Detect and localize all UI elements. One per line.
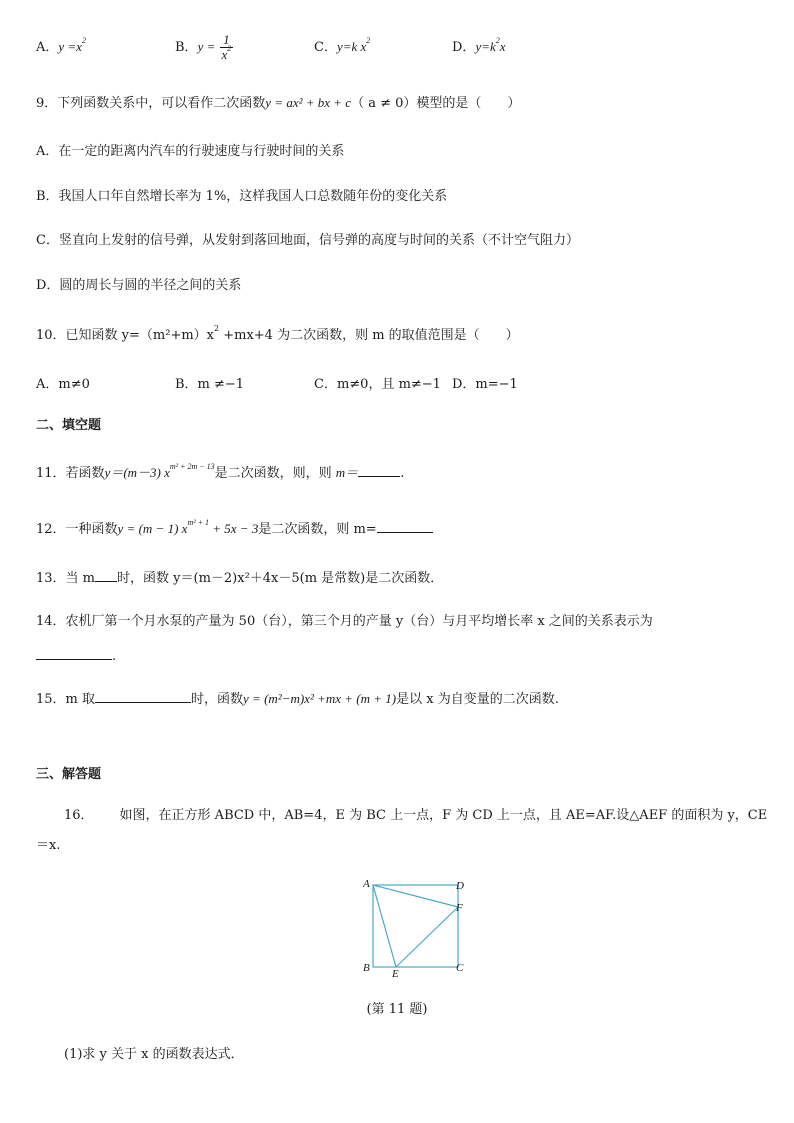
q16-number: 16． (64, 808, 94, 823)
q8-option-d-prefix: D． (452, 40, 476, 55)
q9-formula: y = ax² + bx + c (265, 95, 352, 110)
q10-option-c: C．m≠0，且 m≠−1 (314, 377, 441, 392)
q8-option-a-prefix: A． (36, 40, 59, 55)
q15 (36, 688, 559, 710)
q9-stem-text: 9．下列函数关系中，可以看作二次函数 (36, 96, 266, 111)
label-d: D (456, 880, 464, 892)
q12 (36, 518, 433, 540)
q12-exp: m² + 1 (187, 518, 210, 527)
fraction-denominator: x (221, 47, 228, 62)
q8-option-c (314, 37, 370, 58)
q9-option-c: C．竖直向上发射的信号弹，从发射到落回地面，信号弹的高度与时间的关系（不计空气阻力） (36, 233, 579, 248)
q10-option-b: B．m ≠−1 (175, 377, 245, 392)
segment-ae (373, 885, 396, 967)
q8-option-b-prefix: B． (175, 40, 198, 55)
q11-suffix: 是二次函数，则 (214, 466, 306, 481)
q8-option-a-math: y =x (58, 39, 82, 54)
section-2-title: 二、填空题 (36, 418, 102, 433)
q10-stem-exp: 2 (214, 324, 220, 333)
q9-option-d: D．圆的周长与圆的半径之间的关系 (36, 278, 242, 293)
square-abcd (373, 885, 458, 967)
q13-answer-blank[interactable] (95, 567, 117, 582)
label-b: B (363, 962, 370, 974)
q16-line2: ＝x. (36, 838, 61, 853)
q16-part1: (1)求 y 关于 x 的函数表达式． (64, 1047, 244, 1062)
q16-text: 如图，在正方形 ABCD 中，AB=4，E 为 BC 上一点，F 为 CD 上一点，且 AE=AF.设△AEF 的面积为 y，CE (119, 808, 768, 823)
label-e: E (392, 968, 399, 980)
q8-option-c-exp: 2 (366, 36, 371, 45)
q9-condition: （ a ≠ 0）模型的是（ ） (351, 96, 521, 111)
fraction-numerator: 1 (220, 33, 234, 48)
q12-prefix: 12．一种函数 (36, 522, 118, 537)
q14-answer-blank[interactable] (36, 645, 112, 660)
q12-math-tail: + 5x − 3 (209, 521, 259, 536)
q8-option-b (175, 33, 233, 62)
q10-stem-a: 10．已知函数 y=（m²+m）x (36, 328, 215, 343)
q11-answer-blank[interactable] (358, 462, 400, 477)
q8-option-b-lhs: y = (197, 39, 216, 54)
q11-m-eq: m＝ (335, 465, 359, 480)
q8-option-d-exp: 2 (495, 36, 500, 45)
q8-option-a-exp: 2 (81, 36, 86, 45)
fraction-denominator-exp: 2 (227, 44, 232, 53)
label-c: C (456, 962, 464, 974)
label-a: A (363, 878, 370, 890)
q11-end: . (400, 466, 405, 481)
q12-suffix: 是二次函数，则 m= (258, 522, 377, 537)
segment-af (373, 885, 458, 907)
q13 (36, 567, 443, 589)
q9-option-a: A．在一定的距离内汽车的行驶速度与行驶时间的关系 (36, 144, 345, 159)
q16-line1 (64, 806, 767, 826)
q12-answer-blank[interactable] (377, 518, 433, 533)
q8-option-d-tail: x (499, 39, 506, 54)
section-3-title: 三、解答题 (36, 767, 102, 782)
q11-prefix: 11．若函数 (36, 466, 105, 481)
segment-ef (396, 907, 458, 967)
q8-option-c-prefix: C． (314, 40, 337, 55)
q8-option-b-fraction (220, 33, 234, 62)
q10-option-a: A．m≠0 (36, 377, 90, 392)
q15-math: y = (m²−m)x² +mx + (m + 1) (243, 691, 397, 706)
q12-math: y = (m − 1) x (117, 521, 188, 536)
q11-exp: m² + 2m − 13 (169, 462, 215, 471)
q11-math: y＝(m－3) x (104, 465, 170, 480)
q15-prefix: 15．m 取 (36, 692, 96, 707)
q11: 11．若函数y＝(m－3) $x^{m^2 + 2m - 13}$是二次函数，则，则 m＝ . (36, 462, 405, 481)
q13-prefix: 13．当 m (36, 571, 96, 586)
q14-end: . (112, 649, 117, 664)
q13-suffix: 时，函数 y＝(m－2)x²＋4x－5(m 是常数)是二次函数． (117, 571, 444, 586)
label-f: F (456, 902, 463, 914)
q14-line1: 14．农机厂第一个月水泵的产量为 50（台），第三个月的产量 y（台）与月平均增长率 x 之间的关系表示为 (36, 614, 653, 629)
q10-stem (36, 326, 519, 346)
q15-answer-blank[interactable] (95, 688, 191, 703)
q10-stem-b: +mx+4 为二次函数，则 m 的取值范围是（ ） (219, 328, 519, 343)
q14-line2 (36, 645, 116, 667)
q8-option-a (36, 37, 86, 58)
square-abcd-figure (360, 876, 470, 980)
q15-mid: 时，函数 (191, 692, 244, 707)
q8-option-d-math: y=k (475, 39, 496, 54)
figure-caption: (第 11 题) (366, 1002, 428, 1017)
q15-suffix: 是以 x 为自变量的二次函数. (396, 692, 559, 707)
q10-option-d: D．m=−1 (452, 377, 518, 392)
q8-option-c-math: y=k x (336, 39, 367, 54)
q9-stem (36, 93, 520, 114)
q9-option-b: B．我国人口年自然增长率为 1%，这样我国人口总数随年份的变化关系 (36, 189, 448, 204)
q8-option-d (452, 37, 506, 58)
